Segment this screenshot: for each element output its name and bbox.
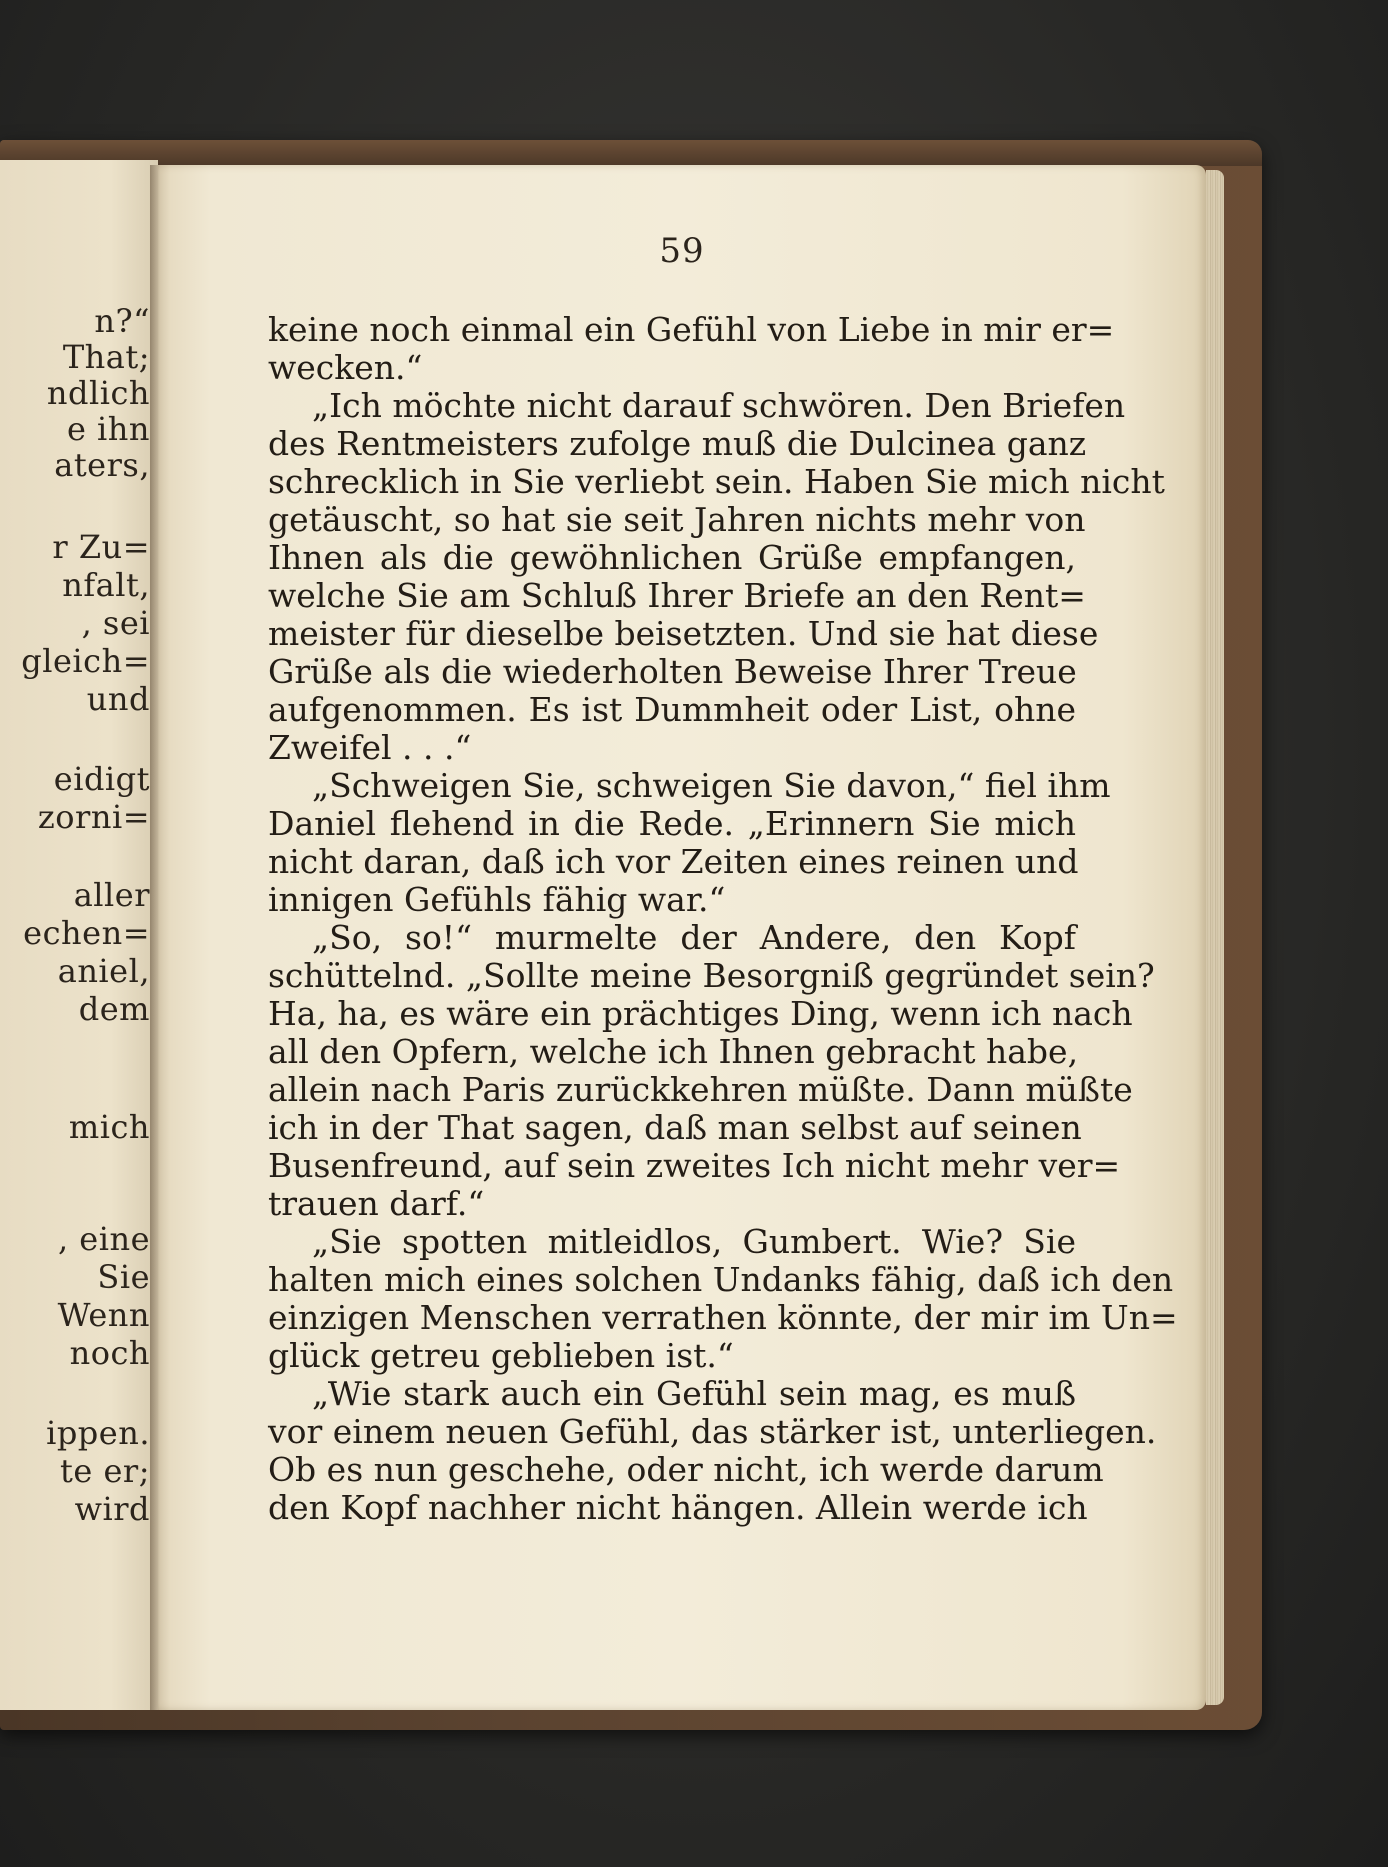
text-line: Daniel flehend in die Rede. „Erinnern Sie mich: [268, 804, 1076, 843]
text-line: „Sie spotten mitleidlos, Gumbert. Wie? Sie: [312, 1222, 1076, 1261]
left-page-line: ippen.: [46, 1414, 150, 1452]
left-page-line: wird: [74, 1490, 150, 1528]
text-line: Zweifel . . .“: [268, 728, 472, 767]
left-page-line: aniel,: [57, 952, 150, 990]
text-line: halten mich eines solchen Undanks fähig, daß ich den: [268, 1260, 1174, 1299]
text-line: „Wie stark auch ein Gefühl sein mag, es muß: [312, 1374, 1076, 1413]
left-page-line: te er;: [60, 1452, 150, 1490]
left-page-line: dem: [78, 990, 150, 1028]
left-page-line: , eine: [57, 1220, 150, 1258]
left-page-line: noch: [69, 1334, 150, 1372]
text-line: schüttelnd. „Sollte meine Besorgniß gegründet sein?: [268, 956, 1155, 995]
text-line: schrecklich in Sie verliebt sein. Haben Sie mich nicht: [268, 462, 1165, 501]
text-line: Ihnen als die gewöhnlichen Grüße empfangen,: [268, 538, 1076, 577]
left-page-line: und: [86, 680, 150, 718]
text-line: Busenfreund, auf sein zweites Ich nicht mehr ver=: [268, 1146, 1121, 1185]
right-page: [158, 165, 1206, 1710]
text-line: „Ich möchte nicht darauf schwören. Den Briefen: [312, 386, 1126, 425]
left-page-line: That;: [62, 338, 150, 376]
book-cover-top-edge: [0, 140, 1262, 166]
text-line: trauen darf.“: [268, 1184, 485, 1223]
left-page-line: eidigt: [53, 760, 150, 798]
left-page-line: gleich=: [21, 642, 150, 680]
text-line: Grüße als die wiederholten Beweise Ihrer Treue: [268, 652, 1077, 691]
left-page-line: aters,: [54, 446, 150, 484]
left-page-line: nfalt,: [62, 566, 150, 604]
left-page-line: r Zu=: [52, 528, 150, 566]
left-page-line: mich: [68, 1108, 150, 1146]
text-line: des Rentmeisters zufolge muß die Dulcinea ganz: [268, 424, 1087, 463]
text-line: innigen Gefühls fähig war.“: [268, 880, 726, 919]
text-line: ich in der That sagen, daß man selbst auf seinen: [268, 1108, 1082, 1147]
text-line: meister für dieselbe beisetzten. Und sie hat diese: [268, 614, 1099, 653]
text-line: vor einem neuen Gefühl, das stärker ist, unterliegen.: [268, 1412, 1157, 1451]
text-line: einzigen Menschen verrathen könnte, der mir im Un=: [268, 1298, 1178, 1337]
text-line: keine noch einmal ein Gefühl von Liebe in mir er=: [268, 310, 1115, 349]
left-page-line: zorni=: [37, 798, 150, 836]
text-line: welche Sie am Schluß Ihrer Briefe an den Rent=: [268, 576, 1086, 615]
text-line: „Schweigen Sie, schweigen Sie davon,“ fiel ihm: [312, 766, 1111, 805]
text-line: glück getreu geblieben ist.“: [268, 1336, 734, 1375]
text-line: getäuscht, so hat sie seit Jahren nichts mehr von: [268, 500, 1086, 539]
left-page-line: e ihn: [66, 410, 150, 448]
text-line: all den Opfern, welche ich Ihnen gebracht habe,: [268, 1032, 1079, 1071]
text-line: allein nach Paris zurückkehren müßte. Dann müßte: [268, 1070, 1133, 1109]
text-line: aufgenommen. Es ist Dummheit oder List, ohne: [268, 690, 1076, 729]
text-line: Ob es nun geschehe, oder nicht, ich werde darum: [268, 1450, 1104, 1489]
left-page-line: , sei: [81, 604, 150, 642]
left-page-line: aller: [73, 876, 150, 914]
left-page: [0, 160, 158, 1710]
text-line: „So, so!“ murmelte der Andere, den Kopf: [312, 918, 1076, 957]
text-line: nicht daran, daß ich vor Zeiten eines reinen und: [268, 842, 1079, 881]
left-page-line: echen=: [23, 914, 150, 952]
left-page-line: Wenn: [57, 1296, 150, 1334]
left-page-line: ndlich: [46, 374, 150, 412]
text-line: den Kopf nachher nicht hängen. Allein werde ich: [268, 1488, 1088, 1527]
left-page-line: n?“: [94, 302, 150, 340]
left-page-line: Sie: [97, 1258, 150, 1296]
text-line: Ha, ha, es wäre ein prächtiges Ding, wenn ich nach: [268, 994, 1133, 1033]
page-edges: [1206, 170, 1224, 1705]
book-spine: [150, 165, 170, 1710]
text-line: wecken.“: [268, 348, 423, 387]
page-number: 59: [659, 231, 705, 271]
